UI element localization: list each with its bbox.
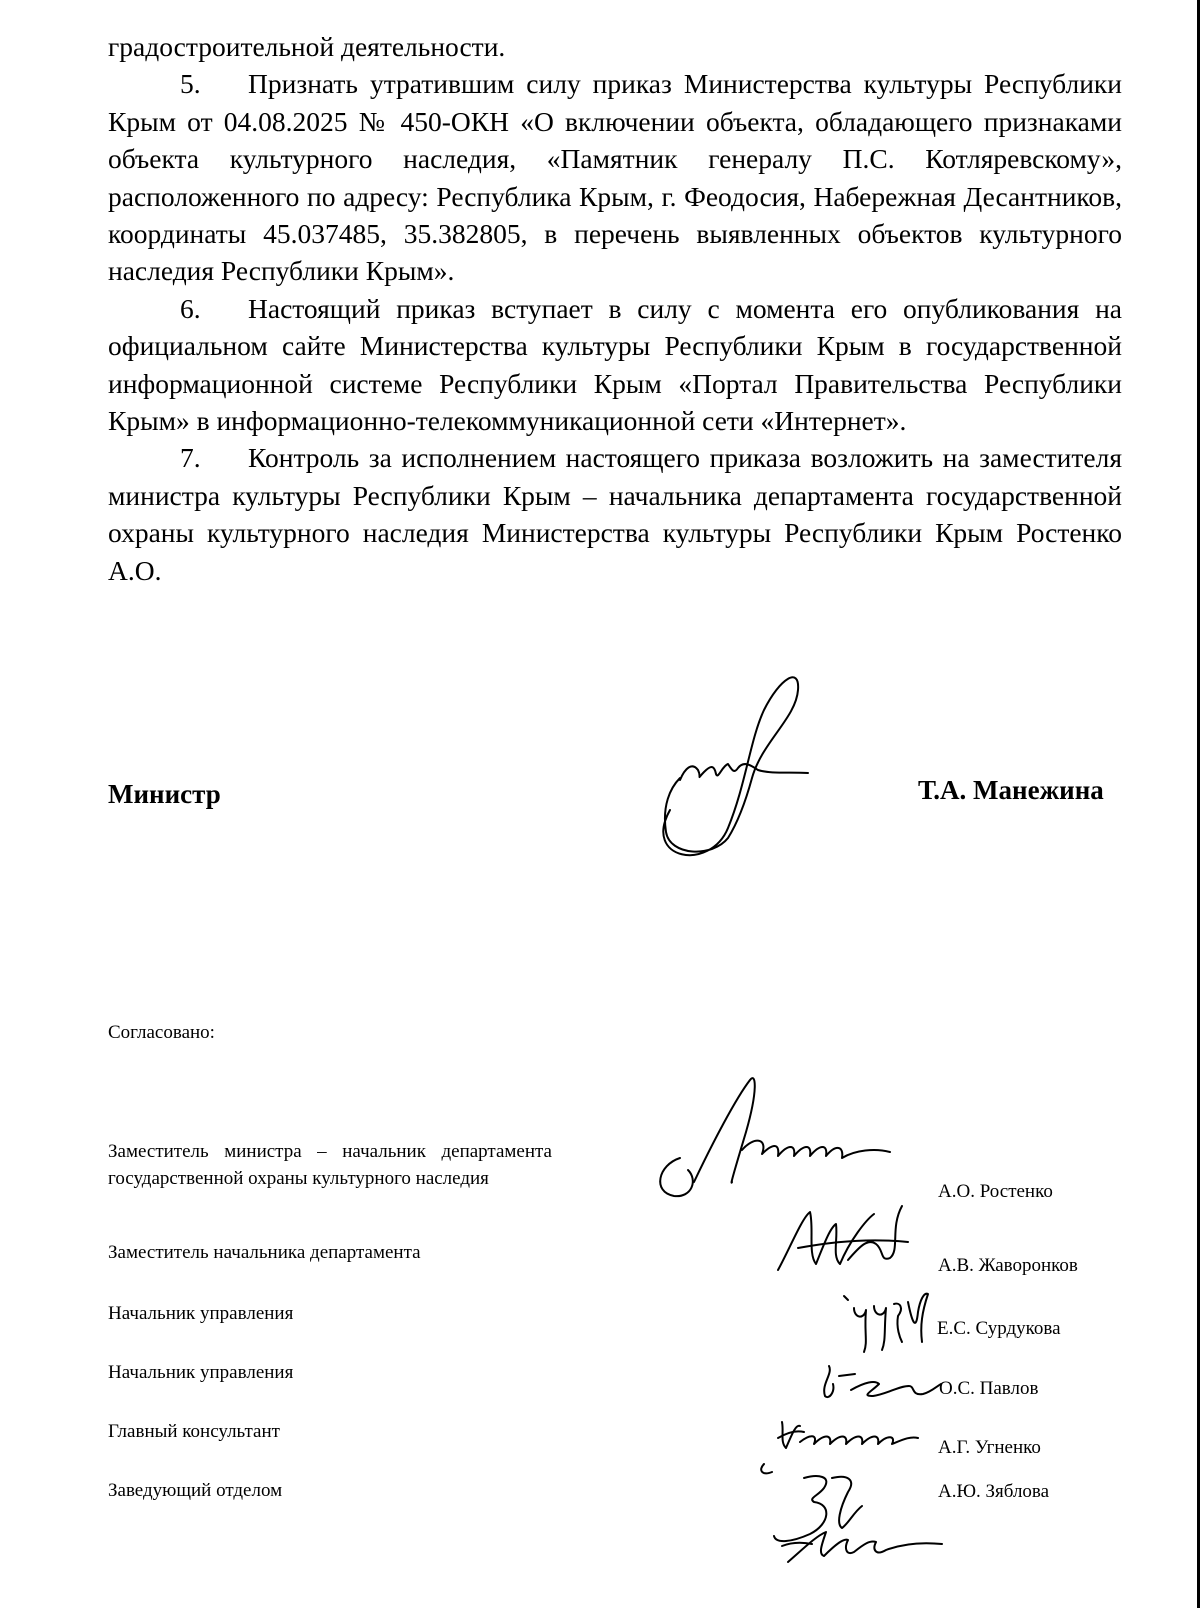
approval-heading: Согласовано: [108, 1022, 215, 1043]
signatory-5-name: А.Г. Угненко [938, 1437, 1041, 1458]
minister-signature [640, 660, 850, 890]
order-text [108, 28, 1122, 589]
item-7-number: 7. [180, 442, 201, 474]
signatory-6-name: А.Ю. Зяблова [938, 1481, 1050, 1502]
paragraph-item-7 [108, 439, 1122, 589]
signatory-2-name: А.В. Жаворонков [938, 1255, 1078, 1276]
pavlov-signature [815, 1356, 945, 1406]
zyablova-signature [752, 1472, 952, 1572]
minister-title: Министр [108, 779, 221, 809]
paragraph-item-5 [108, 65, 1122, 289]
surdukova-signature [838, 1282, 938, 1362]
zhavoronkov-signature [770, 1198, 930, 1288]
signatory-1-name: А.О. Ростенко [938, 1181, 1053, 1202]
signatory-6-position: Заведующий отделом [108, 1480, 283, 1501]
item-6-text: Настоящий приказ вступает в силу с момента его опубликования на официальном сайте Министерства культуры Республики Крым в государственной информационной системе Республики Крым «Портал Правительства Республики Крым» в информационно-телекоммуникационной сети «Интернет». [108, 292, 1122, 437]
signatory-3-name: Е.С. Сурдукова [937, 1318, 1061, 1339]
paragraph-item-6 [108, 290, 1122, 440]
paragraph-continuation: градостроительной деятельности. [108, 31, 506, 62]
item-5-number: 5. [180, 68, 201, 100]
signatory-3-position: Начальник управления [108, 1303, 294, 1324]
signatory-5-position: Главный консультант [108, 1421, 280, 1442]
signatory-4-position: Начальник управления [108, 1362, 294, 1383]
item-7-text: Контроль за исполнением настоящего приказа возложить на заместителя министра культуры Республики Крым – начальника департамента государственной охраны культурного наследия Министерства культуры Республики Крым Ростенко А.О. [108, 442, 1122, 586]
item-6-number: 6. [180, 292, 201, 324]
signatory-1-position: Заместитель министра – начальник департамента государственной охраны культурного наследия [108, 1141, 552, 1189]
rostenko-signature [650, 1040, 940, 1220]
item-5-text: Признать утратившим силу приказ Министерства культуры Республики Крым от 04.08.2025 № 450-ОКН «О включении объекта, обладающего признаками объекта культурного наследия, «Памятник генералу П.С. Котляревскому», расположенного по адресу: Республика Крым, г. Феодосия, Набережная Десантников, координаты 45.037485, 35.382805, в перечень выявленных объектов культурного наследия Республики Крым». [108, 68, 1122, 287]
minister-name: Т.А. Манежина [918, 775, 1104, 805]
signatory-4-name: О.С. Павлов [939, 1378, 1039, 1399]
signatory-2-position: Заместитель начальника департамента [108, 1242, 421, 1263]
